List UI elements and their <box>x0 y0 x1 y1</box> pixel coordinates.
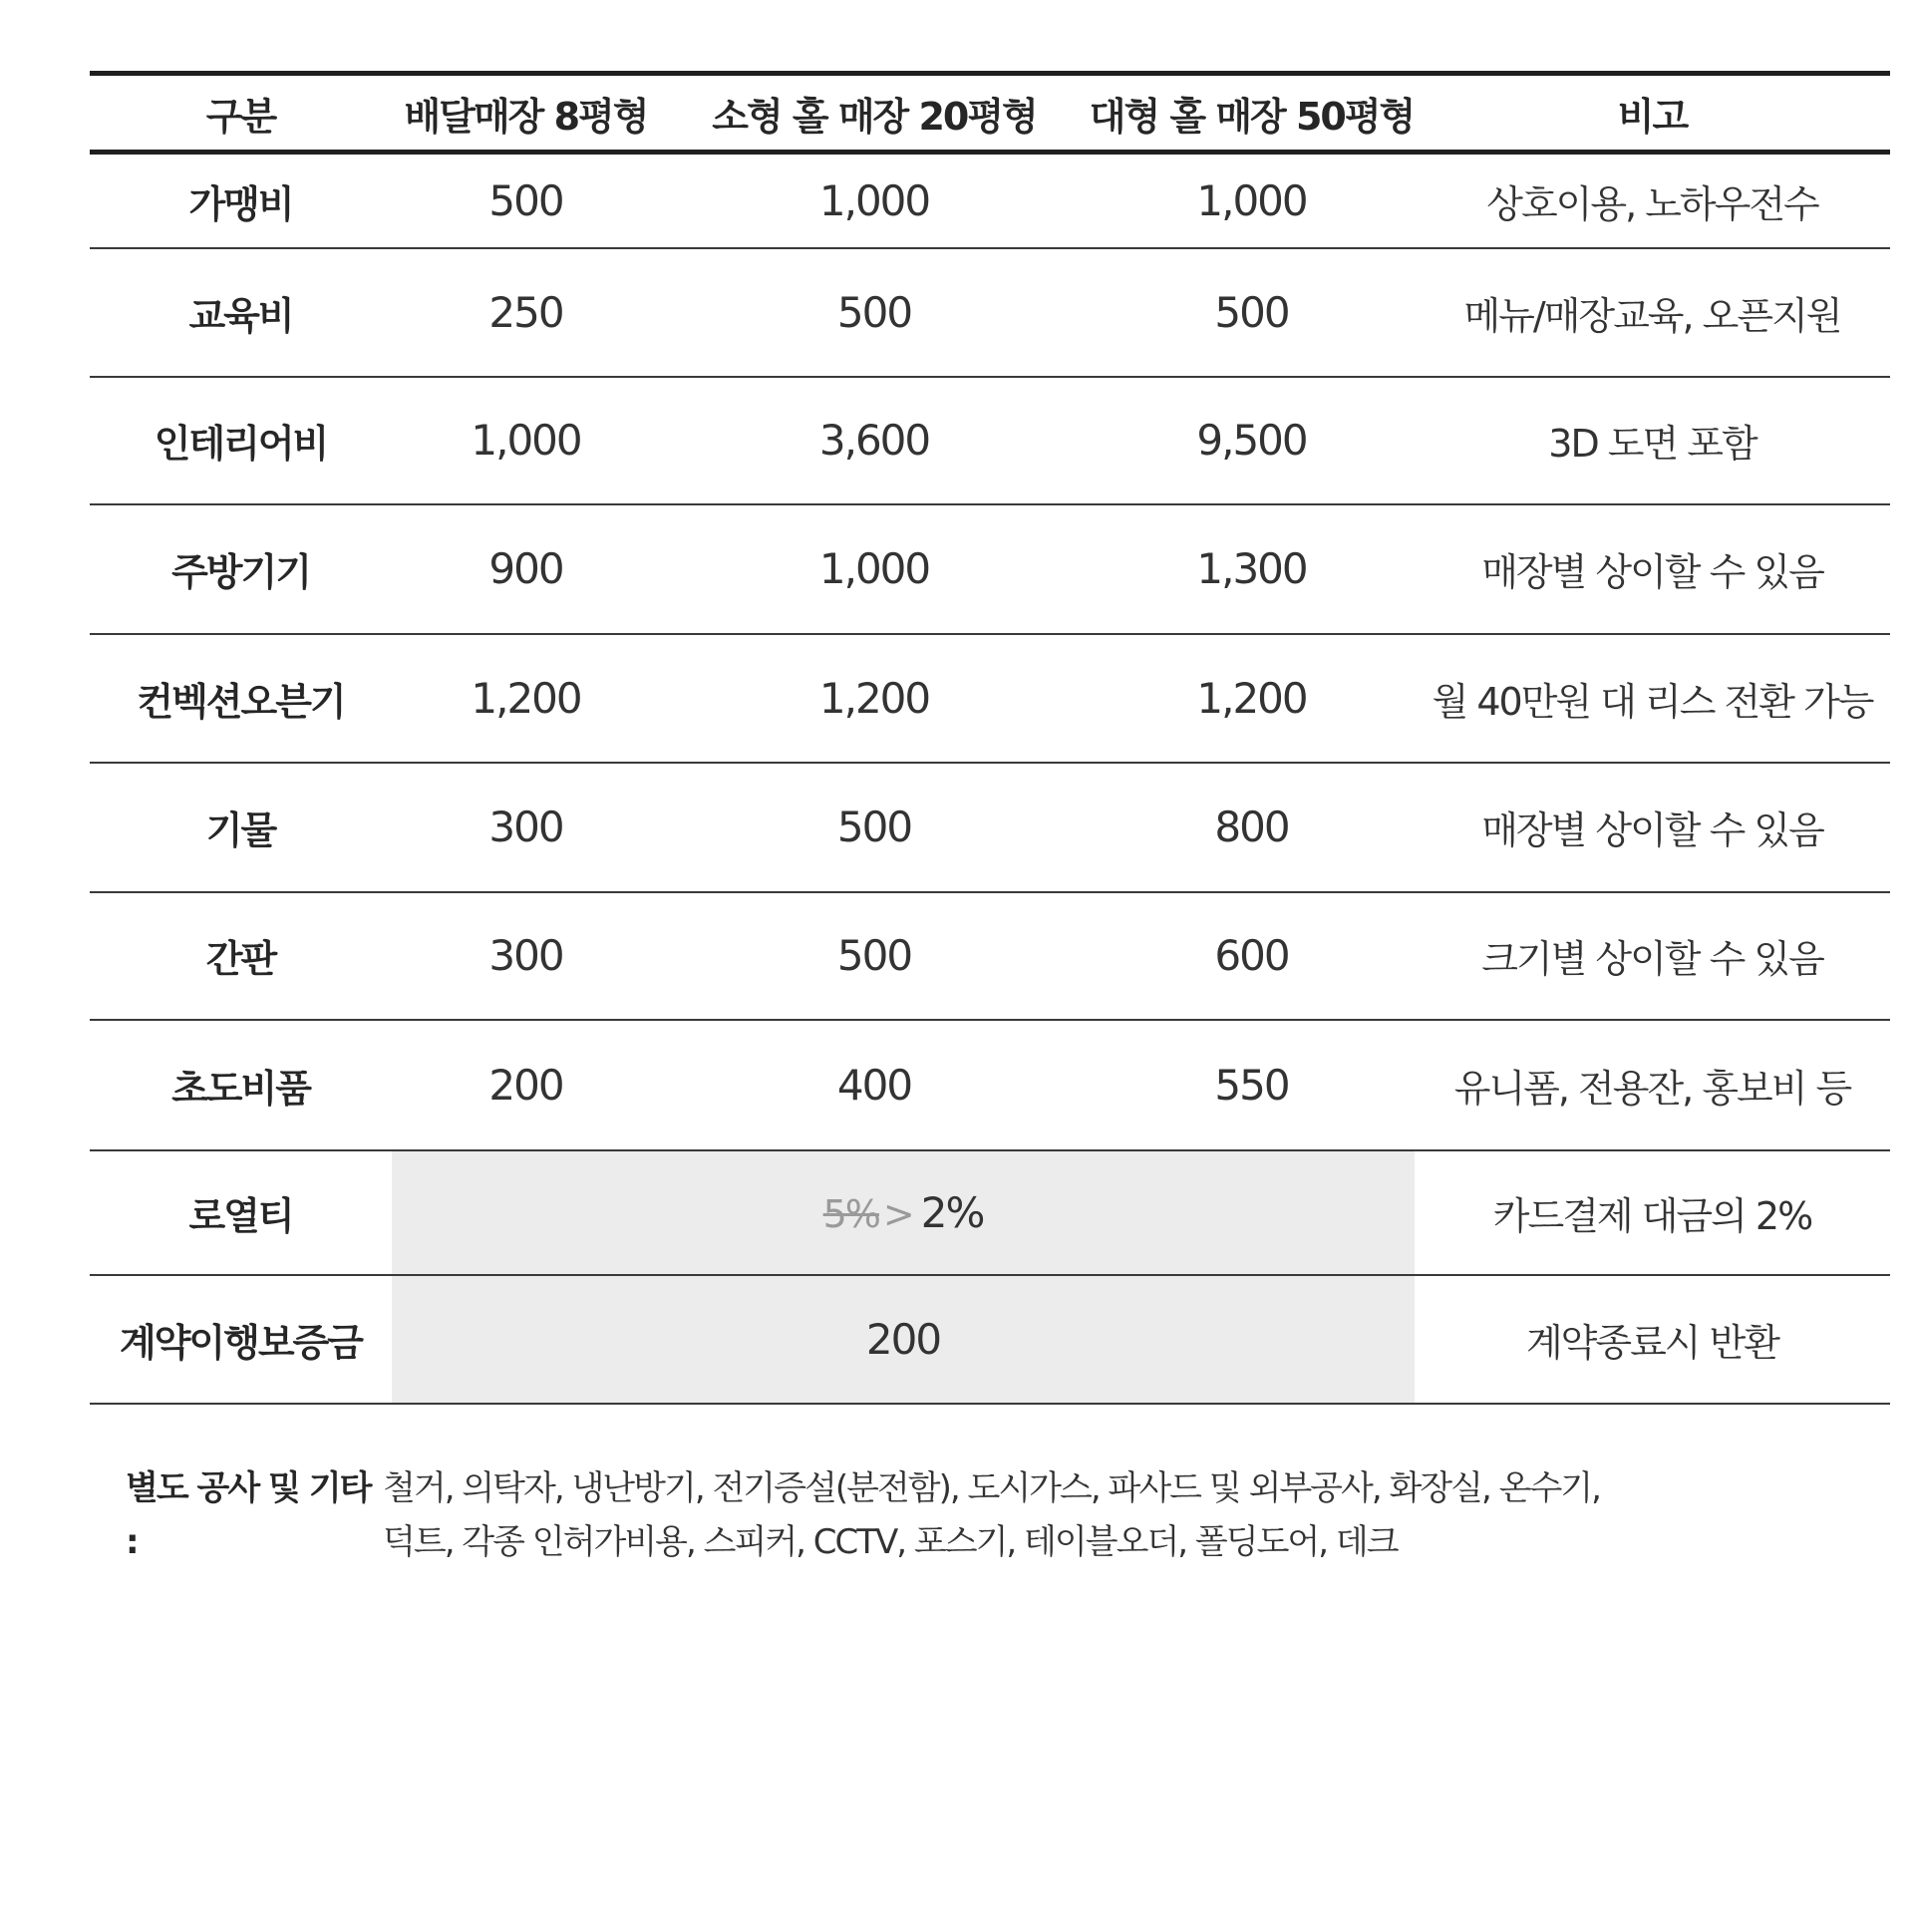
cell-note: 크기별 상이할 수 있음 <box>1415 892 1890 1020</box>
table-row <box>90 248 1890 377</box>
header-row <box>90 74 1890 153</box>
table-row <box>90 892 1890 1020</box>
cell-value: 9,500 <box>1089 377 1415 504</box>
row-label: 간판 <box>90 892 392 1020</box>
row-label: 주방기기 <box>90 504 392 634</box>
cell-value: 200 <box>392 1020 660 1150</box>
row-label: 계약이행보증금 <box>90 1275 392 1404</box>
cell-value: 1,200 <box>660 634 1089 763</box>
header-large-hall-50: 대형 홀 매장 50평형 <box>1089 74 1415 153</box>
row-label: 기물 <box>90 763 392 892</box>
row-label: 초도비품 <box>90 1020 392 1150</box>
startup-cost-table <box>90 71 1890 1405</box>
deposit-row <box>90 1275 1890 1404</box>
table-row <box>90 763 1890 892</box>
row-label: 가맹비 <box>90 153 392 248</box>
cell-note: 3D 도면 포함 <box>1415 377 1890 504</box>
table-row <box>90 1020 1890 1150</box>
cell-value: 550 <box>1089 1020 1415 1150</box>
cell-value: 500 <box>1089 248 1415 377</box>
header-delivery-8: 배달매장 8평형 <box>392 74 660 153</box>
cell-note: 계약종료시 반환 <box>1415 1275 1890 1404</box>
header-remarks: 비고 <box>1415 74 1890 153</box>
old-royalty-rate: 5% <box>822 1191 879 1236</box>
cell-value: 500 <box>660 892 1089 1020</box>
cell-note: 유니폼, 전용잔, 홍보비 등 <box>1415 1020 1890 1150</box>
cell-value: 3,600 <box>660 377 1089 504</box>
cell-note: 메뉴/매장교육, 오픈지원 <box>1415 248 1890 377</box>
cell-value: 500 <box>660 763 1089 892</box>
cell-value: 400 <box>660 1020 1089 1150</box>
row-label: 인테리어비 <box>90 377 392 504</box>
footnote <box>126 1461 1820 1569</box>
table-header <box>90 74 1890 153</box>
header-category: 구분 <box>90 74 392 153</box>
royalty-value-cell <box>392 1150 1415 1275</box>
cell-value: 1,000 <box>1089 153 1415 248</box>
cell-value: 500 <box>392 153 660 248</box>
cell-value: 1,000 <box>392 377 660 504</box>
cell-value: 1,200 <box>392 634 660 763</box>
cell-note: 월 40만원 대 리스 전환 가능 <box>1415 634 1890 763</box>
table-body <box>90 153 1890 1404</box>
cell-value: 500 <box>660 248 1089 377</box>
cell-value: 1,200 <box>1089 634 1415 763</box>
row-label: 컨벡션오븐기 <box>90 634 392 763</box>
cell-value: 1,000 <box>660 153 1089 248</box>
deposit-value-cell: 200 <box>392 1275 1415 1404</box>
footnote-line: 철거, 의탁자, 냉난방기, 전기증설(분전함), 도시가스, 파사드 및 외부공사, 화장실, 온수기, <box>383 1468 1600 1508</box>
cell-value: 1,000 <box>660 504 1089 634</box>
table-row <box>90 377 1890 504</box>
table-row <box>90 634 1890 763</box>
arrow-right-icon: > <box>882 1191 913 1236</box>
new-royalty-rate: 2% <box>920 1187 984 1237</box>
royalty-row <box>90 1150 1890 1275</box>
row-label: 로열티 <box>90 1150 392 1275</box>
cell-value: 1,300 <box>1089 504 1415 634</box>
cell-note: 매장별 상이할 수 있음 <box>1415 763 1890 892</box>
footnote-label: 별도 공사 및 기타 : <box>126 1468 371 1562</box>
cell-note: 상호이용, 노하우전수 <box>1415 153 1890 248</box>
cell-value: 600 <box>1089 892 1415 1020</box>
cell-note: 매장별 상이할 수 있음 <box>1415 504 1890 634</box>
cell-value: 900 <box>392 504 660 634</box>
cell-value: 300 <box>392 892 660 1020</box>
cell-note: 카드결제 대금의 2% <box>1415 1150 1890 1275</box>
table-row <box>90 504 1890 634</box>
header-small-hall-20: 소형 홀 매장 20평형 <box>660 74 1089 153</box>
cell-value: 800 <box>1089 763 1415 892</box>
table-row <box>90 153 1890 248</box>
footnote-line: 덕트, 각종 인허가비용, 스피커, CCTV, 포스기, 테이블오더, 폴딩도어, 데크 <box>383 1522 1398 1562</box>
cell-value: 300 <box>392 763 660 892</box>
cell-value: 250 <box>392 248 660 377</box>
footnote-text <box>383 1461 1820 1569</box>
row-label: 교육비 <box>90 248 392 377</box>
